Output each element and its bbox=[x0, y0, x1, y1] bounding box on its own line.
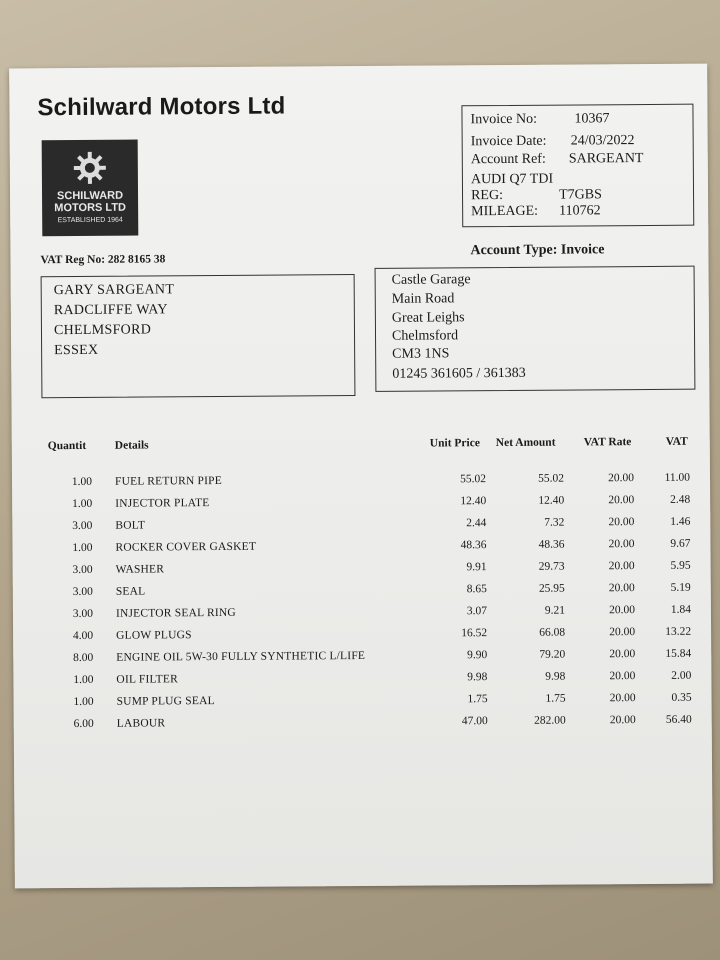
invoice-no: 10367 bbox=[574, 111, 610, 127]
header-quantity: Quantit bbox=[47, 439, 87, 453]
row-quantity: 3.00 bbox=[72, 563, 93, 577]
vat-reg bbox=[40, 253, 165, 266]
garage-address-box bbox=[375, 266, 696, 392]
row-net-amount: 79.20 bbox=[539, 648, 566, 661]
vehicle-reg: T7GBS bbox=[558, 187, 602, 203]
row-unit-price: 48.36 bbox=[460, 539, 487, 552]
row-unit-price: 3.07 bbox=[466, 605, 487, 618]
row-vat-rate: 20.00 bbox=[608, 472, 635, 485]
row-vat: 11.00 bbox=[664, 471, 691, 484]
gear-icon bbox=[72, 150, 108, 186]
row-unit-price: 9.90 bbox=[467, 649, 488, 662]
row-vat-rate: 20.00 bbox=[608, 494, 635, 507]
row-vat-rate: 20.00 bbox=[609, 604, 635, 617]
row-vat: 2.00 bbox=[671, 669, 692, 682]
row-details: BOLT bbox=[115, 519, 146, 532]
row-quantity: 6.00 bbox=[73, 717, 94, 731]
row-details: LABOUR bbox=[116, 717, 166, 730]
row-vat-rate: 20.00 bbox=[609, 714, 636, 727]
row-details: GLOW PLUGS bbox=[116, 629, 192, 642]
row-vat-rate: 20.00 bbox=[609, 626, 636, 639]
row-details: INJECTOR PLATE bbox=[115, 497, 210, 510]
row-vat-rate: 20.00 bbox=[609, 692, 636, 705]
header-vat-rate: VAT Rate bbox=[583, 436, 632, 449]
customer-name: GARY SARGEANT bbox=[53, 282, 175, 299]
customer-address-line: ESSEX bbox=[54, 342, 99, 359]
account-ref: SARGEANT bbox=[568, 151, 644, 167]
garage-name: Castle Garage bbox=[391, 272, 471, 288]
header-unit-price: Unit Price bbox=[429, 437, 480, 450]
row-unit-price: 47.00 bbox=[461, 715, 488, 728]
row-net-amount: 282.00 bbox=[534, 714, 566, 727]
row-net-amount: 25.95 bbox=[538, 582, 565, 595]
row-unit-price: 16.52 bbox=[461, 627, 488, 640]
row-quantity: 3.00 bbox=[72, 607, 93, 621]
row-net-amount: 66.08 bbox=[539, 626, 566, 639]
row-details: ENGINE OIL 5W-30 FULLY SYNTHETIC L/LIFE bbox=[116, 649, 366, 664]
customer-address-box bbox=[41, 274, 356, 398]
invoice-document bbox=[9, 64, 713, 889]
row-vat: 1.46 bbox=[670, 515, 691, 528]
row-quantity: 1.00 bbox=[73, 673, 94, 687]
row-quantity: 1.00 bbox=[73, 695, 94, 709]
row-vat-rate: 20.00 bbox=[608, 560, 635, 573]
row-unit-price: 12.40 bbox=[460, 495, 487, 508]
row-net-amount: 12.40 bbox=[538, 494, 565, 507]
reg-label: REG: bbox=[470, 188, 503, 204]
row-quantity: 3.00 bbox=[72, 585, 93, 599]
invoice-details-box bbox=[461, 104, 694, 228]
account-ref-label: Account Ref: bbox=[470, 151, 546, 168]
row-details: SEAL bbox=[115, 585, 146, 598]
row-net-amount: 9.21 bbox=[544, 604, 565, 617]
row-unit-price: 9.91 bbox=[466, 561, 487, 574]
vat-reg-number: 282 8165 38 bbox=[107, 253, 166, 266]
row-unit-price: 9.98 bbox=[467, 671, 488, 684]
account-type-value: Invoice bbox=[560, 242, 605, 258]
logo-established: ESTABLISHED 1964 bbox=[57, 216, 123, 225]
table-row bbox=[14, 714, 712, 741]
logo-text-line1: SCHILWARD bbox=[56, 189, 124, 203]
row-quantity: 1.00 bbox=[71, 475, 93, 489]
row-details: INJECTOR SEAL RING bbox=[115, 606, 236, 620]
row-details: WASHER bbox=[115, 563, 165, 576]
row-net-amount: 1.75 bbox=[545, 692, 566, 705]
row-quantity: 8.00 bbox=[73, 651, 94, 665]
account-type-label: Account Type: bbox=[470, 242, 558, 259]
row-net-amount: 9.98 bbox=[545, 670, 566, 683]
row-quantity: 3.00 bbox=[72, 519, 93, 533]
row-net-amount: 48.36 bbox=[538, 538, 565, 551]
row-vat: 5.19 bbox=[670, 581, 691, 594]
customer-address-line: RADCLIFFE WAY bbox=[53, 302, 168, 319]
row-vat-rate: 20.00 bbox=[609, 670, 636, 683]
header-vat: VAT bbox=[665, 435, 688, 448]
invoice-date-label: Invoice Date: bbox=[470, 133, 547, 150]
vat-reg-label: VAT Reg No: bbox=[40, 253, 106, 267]
row-vat: 15.84 bbox=[665, 647, 692, 660]
garage-address-line: Great Leighs bbox=[391, 310, 465, 326]
row-vat: 56.40 bbox=[665, 713, 692, 726]
header-net-amount: Net Amount bbox=[495, 436, 556, 450]
row-vat: 9.67 bbox=[670, 537, 691, 550]
garage-address-line: Main Road bbox=[391, 291, 455, 307]
row-vat: 0.35 bbox=[671, 691, 692, 704]
row-vat: 13.22 bbox=[665, 625, 692, 638]
row-vat-rate: 20.00 bbox=[608, 582, 635, 595]
company-logo bbox=[42, 140, 139, 237]
row-vat: 5.95 bbox=[670, 559, 691, 572]
mileage-label: MILEAGE: bbox=[471, 203, 539, 220]
row-unit-price: 55.02 bbox=[460, 473, 487, 486]
row-net-amount: 55.02 bbox=[538, 472, 565, 485]
row-quantity: 1.00 bbox=[72, 541, 93, 555]
row-vat: 2.48 bbox=[670, 493, 691, 506]
row-net-amount: 29.73 bbox=[538, 560, 565, 573]
garage-phone: 01245 361605 / 361383 bbox=[392, 365, 526, 382]
garage-address-line: Chelmsford bbox=[391, 328, 459, 344]
row-details: ROCKER COVER GASKET bbox=[115, 540, 257, 554]
account-type bbox=[470, 242, 604, 259]
vehicle-mileage: 110762 bbox=[559, 203, 601, 219]
row-vat-rate: 20.00 bbox=[609, 648, 636, 661]
invoice-date: 24/03/2022 bbox=[570, 133, 635, 149]
header-details: Details bbox=[114, 439, 149, 452]
row-vat: 1.84 bbox=[670, 603, 691, 616]
row-unit-price: 8.65 bbox=[466, 583, 487, 596]
row-details: OIL FILTER bbox=[116, 673, 178, 686]
logo-text-line2: MOTORS LTD bbox=[54, 201, 127, 215]
row-quantity: 1.00 bbox=[72, 497, 93, 511]
row-unit-price: 1.75 bbox=[467, 693, 488, 706]
row-vat-rate: 20.00 bbox=[608, 516, 635, 529]
row-quantity: 4.00 bbox=[72, 629, 94, 643]
invoice-no-label: Invoice No: bbox=[470, 111, 538, 128]
row-net-amount: 7.32 bbox=[544, 516, 565, 529]
company-name: Schilward Motors Ltd bbox=[37, 92, 286, 122]
row-details: SUMP PLUG SEAL bbox=[116, 695, 215, 708]
garage-postcode: CM3 1NS bbox=[392, 346, 450, 362]
vehicle-model: AUDI Q7 TDI bbox=[470, 171, 554, 188]
row-vat-rate: 20.00 bbox=[608, 538, 635, 551]
customer-address-line: CHELMSFORD bbox=[53, 322, 152, 339]
row-details: FUEL RETURN PIPE bbox=[114, 474, 222, 488]
row-unit-price: 2.44 bbox=[466, 517, 487, 530]
